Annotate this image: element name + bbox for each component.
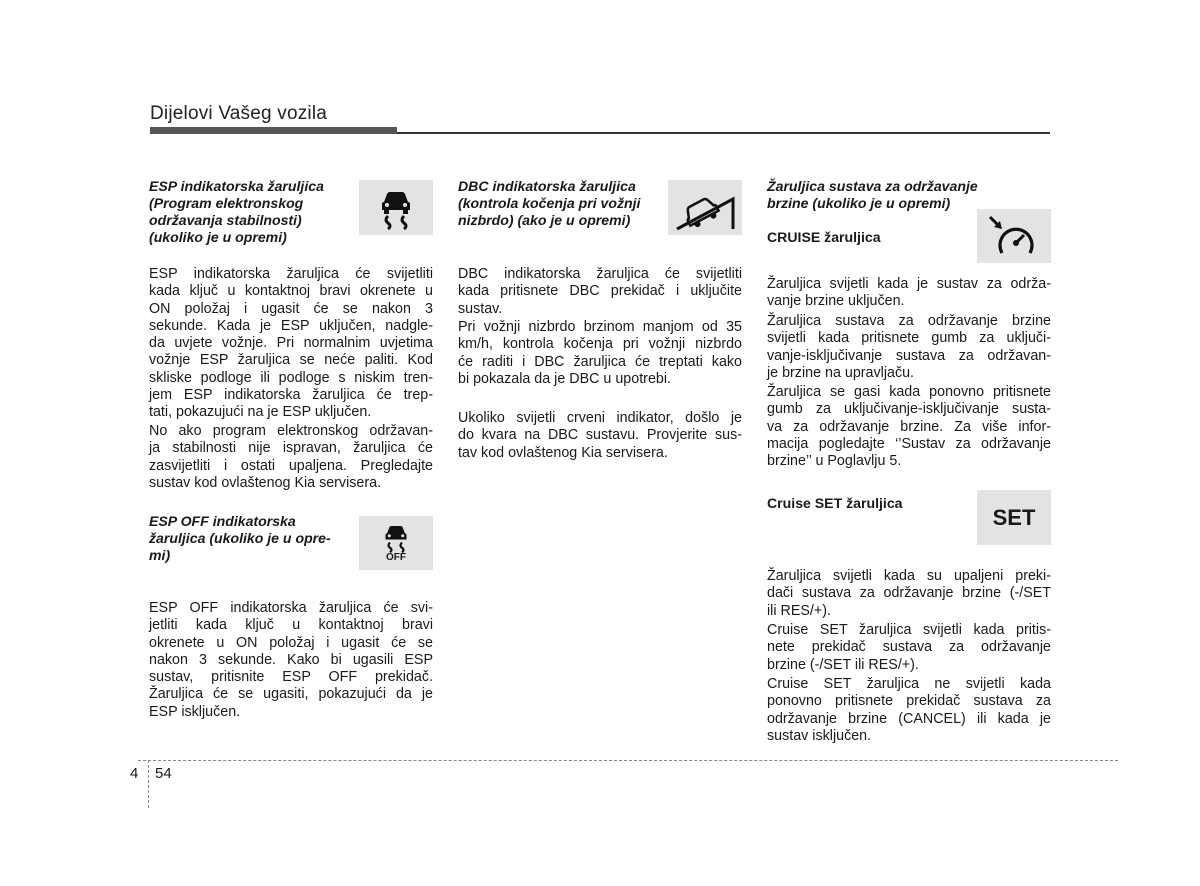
text-line: do kvara na DBC sustavu. Provjerite sus-: [458, 427, 742, 444]
text-line: Žaruljica svijetli kada su upaljeni preki-: [767, 568, 1051, 584]
text-line: DBC indikatorska žaruljica će svijetliti: [458, 266, 742, 282]
dbc-paragraph-1: [458, 266, 742, 318]
cruise-paragraph-2: [767, 313, 1051, 382]
esp-off-icon-label: OFF: [386, 552, 406, 563]
text-line: će raditi i DBC žaruljica će treptati kako: [458, 353, 742, 370]
text-line: vanje-isključivanje sustava za održavan-: [767, 347, 1051, 364]
text-line: Žaruljica će se ugasiti, pokazujući da je: [149, 686, 433, 703]
text-line: sustav isključen.: [767, 727, 872, 744]
text-line: brzine (-/SET ili RES/+).: [767, 656, 919, 673]
text-line: sekunde. Kada je ESP uključen, nadgle-: [149, 317, 433, 334]
text-line: ESP indikatorska žaruljica: [149, 178, 324, 194]
chapter-number: 4: [130, 765, 139, 782]
text-line: nizbrdo) (ako je u opremi): [458, 212, 631, 228]
text-line: brzine’’ u Poglavlju 5.: [767, 453, 902, 470]
text-line: jetliti kada ključ u kontaktnoj bravi: [149, 617, 433, 634]
dbc-heading: [458, 178, 668, 229]
cruise-speedometer-icon: [977, 209, 1051, 263]
text-line: DBC indikatorska žaruljica: [458, 178, 636, 194]
text-line: ja stabilnosti nije ispravan, žaruljica će: [149, 440, 433, 457]
cruise-set-paragraph-2: [767, 622, 1051, 674]
esp-off-icon: [359, 516, 433, 570]
text-line: sustav, pritisnite ESP OFF prekidač.: [149, 669, 433, 686]
text-line: kada pritisnete DBC prekidač i uključite: [458, 283, 742, 300]
text-line: gumb za uključivanje-isključivanje susta-: [767, 401, 1051, 418]
text-line: održavanje brzine (CANCEL) ili kada je: [767, 710, 1051, 727]
cruise-set-subheading: Cruise SET žaruljica: [767, 495, 903, 511]
title-accent-bar: [150, 127, 397, 134]
text-line: žaruljica (ukoliko je u opre-: [149, 530, 331, 546]
text-line: nakon 3 sekunde. Kako bi ugasili ESP: [149, 651, 433, 668]
text-line: je brzine na upravljaču.: [767, 364, 915, 381]
text-line: kada ključ u kontaktnoj bravi okrenete u: [149, 283, 433, 300]
text-line: brzine (ukoliko je u opremi): [767, 195, 951, 211]
text-line: dači sustava za održavanje brzine (-/SET: [767, 585, 1051, 602]
text-line: Žaruljica sustava za održavanje: [767, 178, 978, 194]
cruise-paragraph-3: [767, 384, 1051, 470]
text-line: sustav kod ovlaštenog Kia servisera.: [149, 474, 382, 491]
esp-paragraph-2: [149, 423, 433, 492]
text-line: svijetli kada pritisnete gumb za uključi-: [767, 330, 1051, 347]
cruise-set-icon-label: SET: [992, 504, 1036, 530]
text-line: ESP OFF indikatorska: [149, 513, 296, 529]
footer-vertical-divider: [148, 760, 149, 808]
cruise-set-icon: [977, 490, 1051, 545]
dbc-paragraph-3: [458, 410, 742, 462]
cruise-paragraph-1: [767, 276, 1051, 311]
text-line: zasvijetliti i ostati upaljena. Pregledajte: [149, 457, 433, 474]
text-line: sustav.: [458, 300, 503, 317]
dbc-car-downhill-icon: [668, 180, 742, 235]
dbc-paragraph-2: [458, 319, 742, 388]
text-line: (Program elektronskog: [149, 195, 304, 211]
text-line: Pri vožnji nizbrdo brzinom manjom od 35: [458, 319, 742, 335]
text-line: Ukoliko svijetli crveni indikator, došlo je: [458, 410, 742, 426]
text-line: mi): [149, 547, 171, 563]
text-line: jem ESP indikatorska žaruljica će trep-: [149, 387, 433, 404]
text-line: Cruise SET žaruljica ne svijetli kada: [767, 676, 1051, 692]
page-number: 54: [155, 765, 172, 782]
text-line: da uvjete vožnje. Pri normalnim uvjetima: [149, 335, 433, 352]
text-line: km/h, kontrola kočenja pri vožnji nizbrdo: [458, 336, 742, 353]
text-line: skliske podloge ili podloge s niskim tren-: [149, 369, 433, 386]
footer-divider: [138, 760, 1118, 761]
esp-car-skid-icon: [359, 180, 433, 235]
page-title: Dijelovi Vašeg vozila: [150, 103, 328, 124]
text-line: ESP indikatorska žaruljica će svijetliti: [149, 266, 433, 282]
text-line: Žaruljica se gasi kada ponovno pritisnete: [767, 384, 1051, 400]
text-line: ponovno pritisnete prekidač sustava za: [767, 693, 1051, 710]
esp-paragraph-1: [149, 266, 433, 422]
text-line: Cruise SET žaruljica svijetli kada pritis-: [767, 622, 1051, 638]
text-line: (ukoliko je u opremi): [149, 229, 287, 245]
esp-off-heading: [149, 513, 359, 564]
esp-heading: [149, 178, 359, 246]
title-rule: [397, 132, 1050, 134]
text-line: ON položaj i ugasit će se nakon 3: [149, 300, 433, 317]
text-line: vožnje ESP žaruljica se neće paliti. Kod: [149, 352, 433, 369]
text-line: Žaruljica svijetli kada je sustav za održa-: [767, 276, 1051, 292]
text-line: vanje brzine uključen.: [767, 293, 905, 310]
text-line: ili RES/+).: [767, 602, 831, 619]
text-line: ESP OFF indikatorska žaruljica će svi-: [149, 600, 433, 616]
cruise-set-paragraph-3: [767, 676, 1051, 745]
text-line: ESP isključen.: [149, 703, 241, 720]
text-line: tati, pokazujući na je ESP uključen.: [149, 404, 372, 421]
text-line: va za održavanje brzine. Za više infor-: [767, 418, 1051, 435]
text-line: No ako program elektronskog održavan-: [149, 423, 433, 439]
text-line: macija pogledajte ‘’Sustav za održavanje: [767, 435, 1051, 452]
text-line: tav kod ovlaštenog Kia servisera.: [458, 444, 668, 461]
text-line: održavanja stabilnosti): [149, 212, 302, 228]
cruise-subheading: CRUISE žaruljica: [767, 229, 881, 245]
cruise-set-paragraph-1: [767, 568, 1051, 620]
text-line: bi pokazala da je DBC u upotrebi.: [458, 370, 671, 387]
text-line: nete prekidač sustava za održavanje: [767, 639, 1051, 656]
text-line: (kontrola kočenja pri vožnji: [458, 195, 641, 211]
esp-off-paragraph: [149, 600, 433, 721]
cruise-heading: [767, 178, 1051, 212]
text-line: Žaruljica sustava za održavanje brzine: [767, 313, 1051, 329]
text-line: okrenete u ON položaj i ugasit će se: [149, 634, 433, 651]
